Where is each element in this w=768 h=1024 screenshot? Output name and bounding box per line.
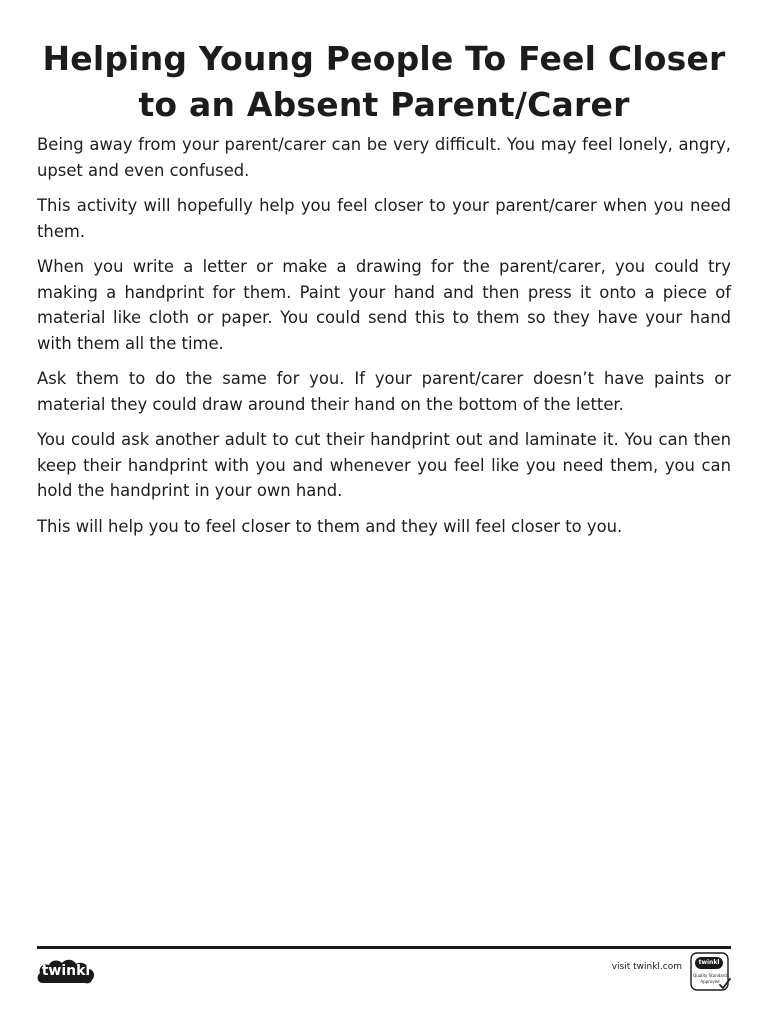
paragraph: This activity will hopefully help you feel closer to your parent/carer when you need them. [37,196,731,241]
visit-website-text: visit twinkl.com [611,962,682,972]
title-line-2: to an Absent Parent/Carer [138,85,630,124]
paragraph: When you write a letter or make a drawing for the parent/carer, you could try making a handprint for them. Paint your hand and then press it onto a piece of material like cloth or paper. You could send this to them so they have your hand with them all the time. [37,257,731,353]
page-title [20,36,748,128]
body-text [37,132,731,549]
paragraph: Being away from your parent/carer can be very difficult. You may feel lonely, angry, upset and even confused. [37,135,731,180]
footer-divider [37,946,731,949]
title-line-1: Helping Young People To Feel Closer [42,39,726,78]
quality-standard-badge [690,952,732,992]
badge-line-2: Approved [700,979,720,984]
badge-line-1: Quality Standard [693,973,727,978]
paragraph: You could ask another adult to cut their handprint out and laminate it. You can then keep their handprint with you and whenever you feel like you need them, you can hold the handprint in your own hand. [37,430,731,500]
paragraph: Ask them to do the same for you. If your parent/carer doesn’t have paints or material they could draw around their hand on the bottom of the letter. [37,369,731,414]
logo-text: twinkl [41,963,91,979]
badge-logo: twinkl [695,957,723,969]
twinkl-cloud-logo [35,956,97,986]
paragraph: This will help you to feel closer to them and they will feel closer to you. [37,516,623,536]
